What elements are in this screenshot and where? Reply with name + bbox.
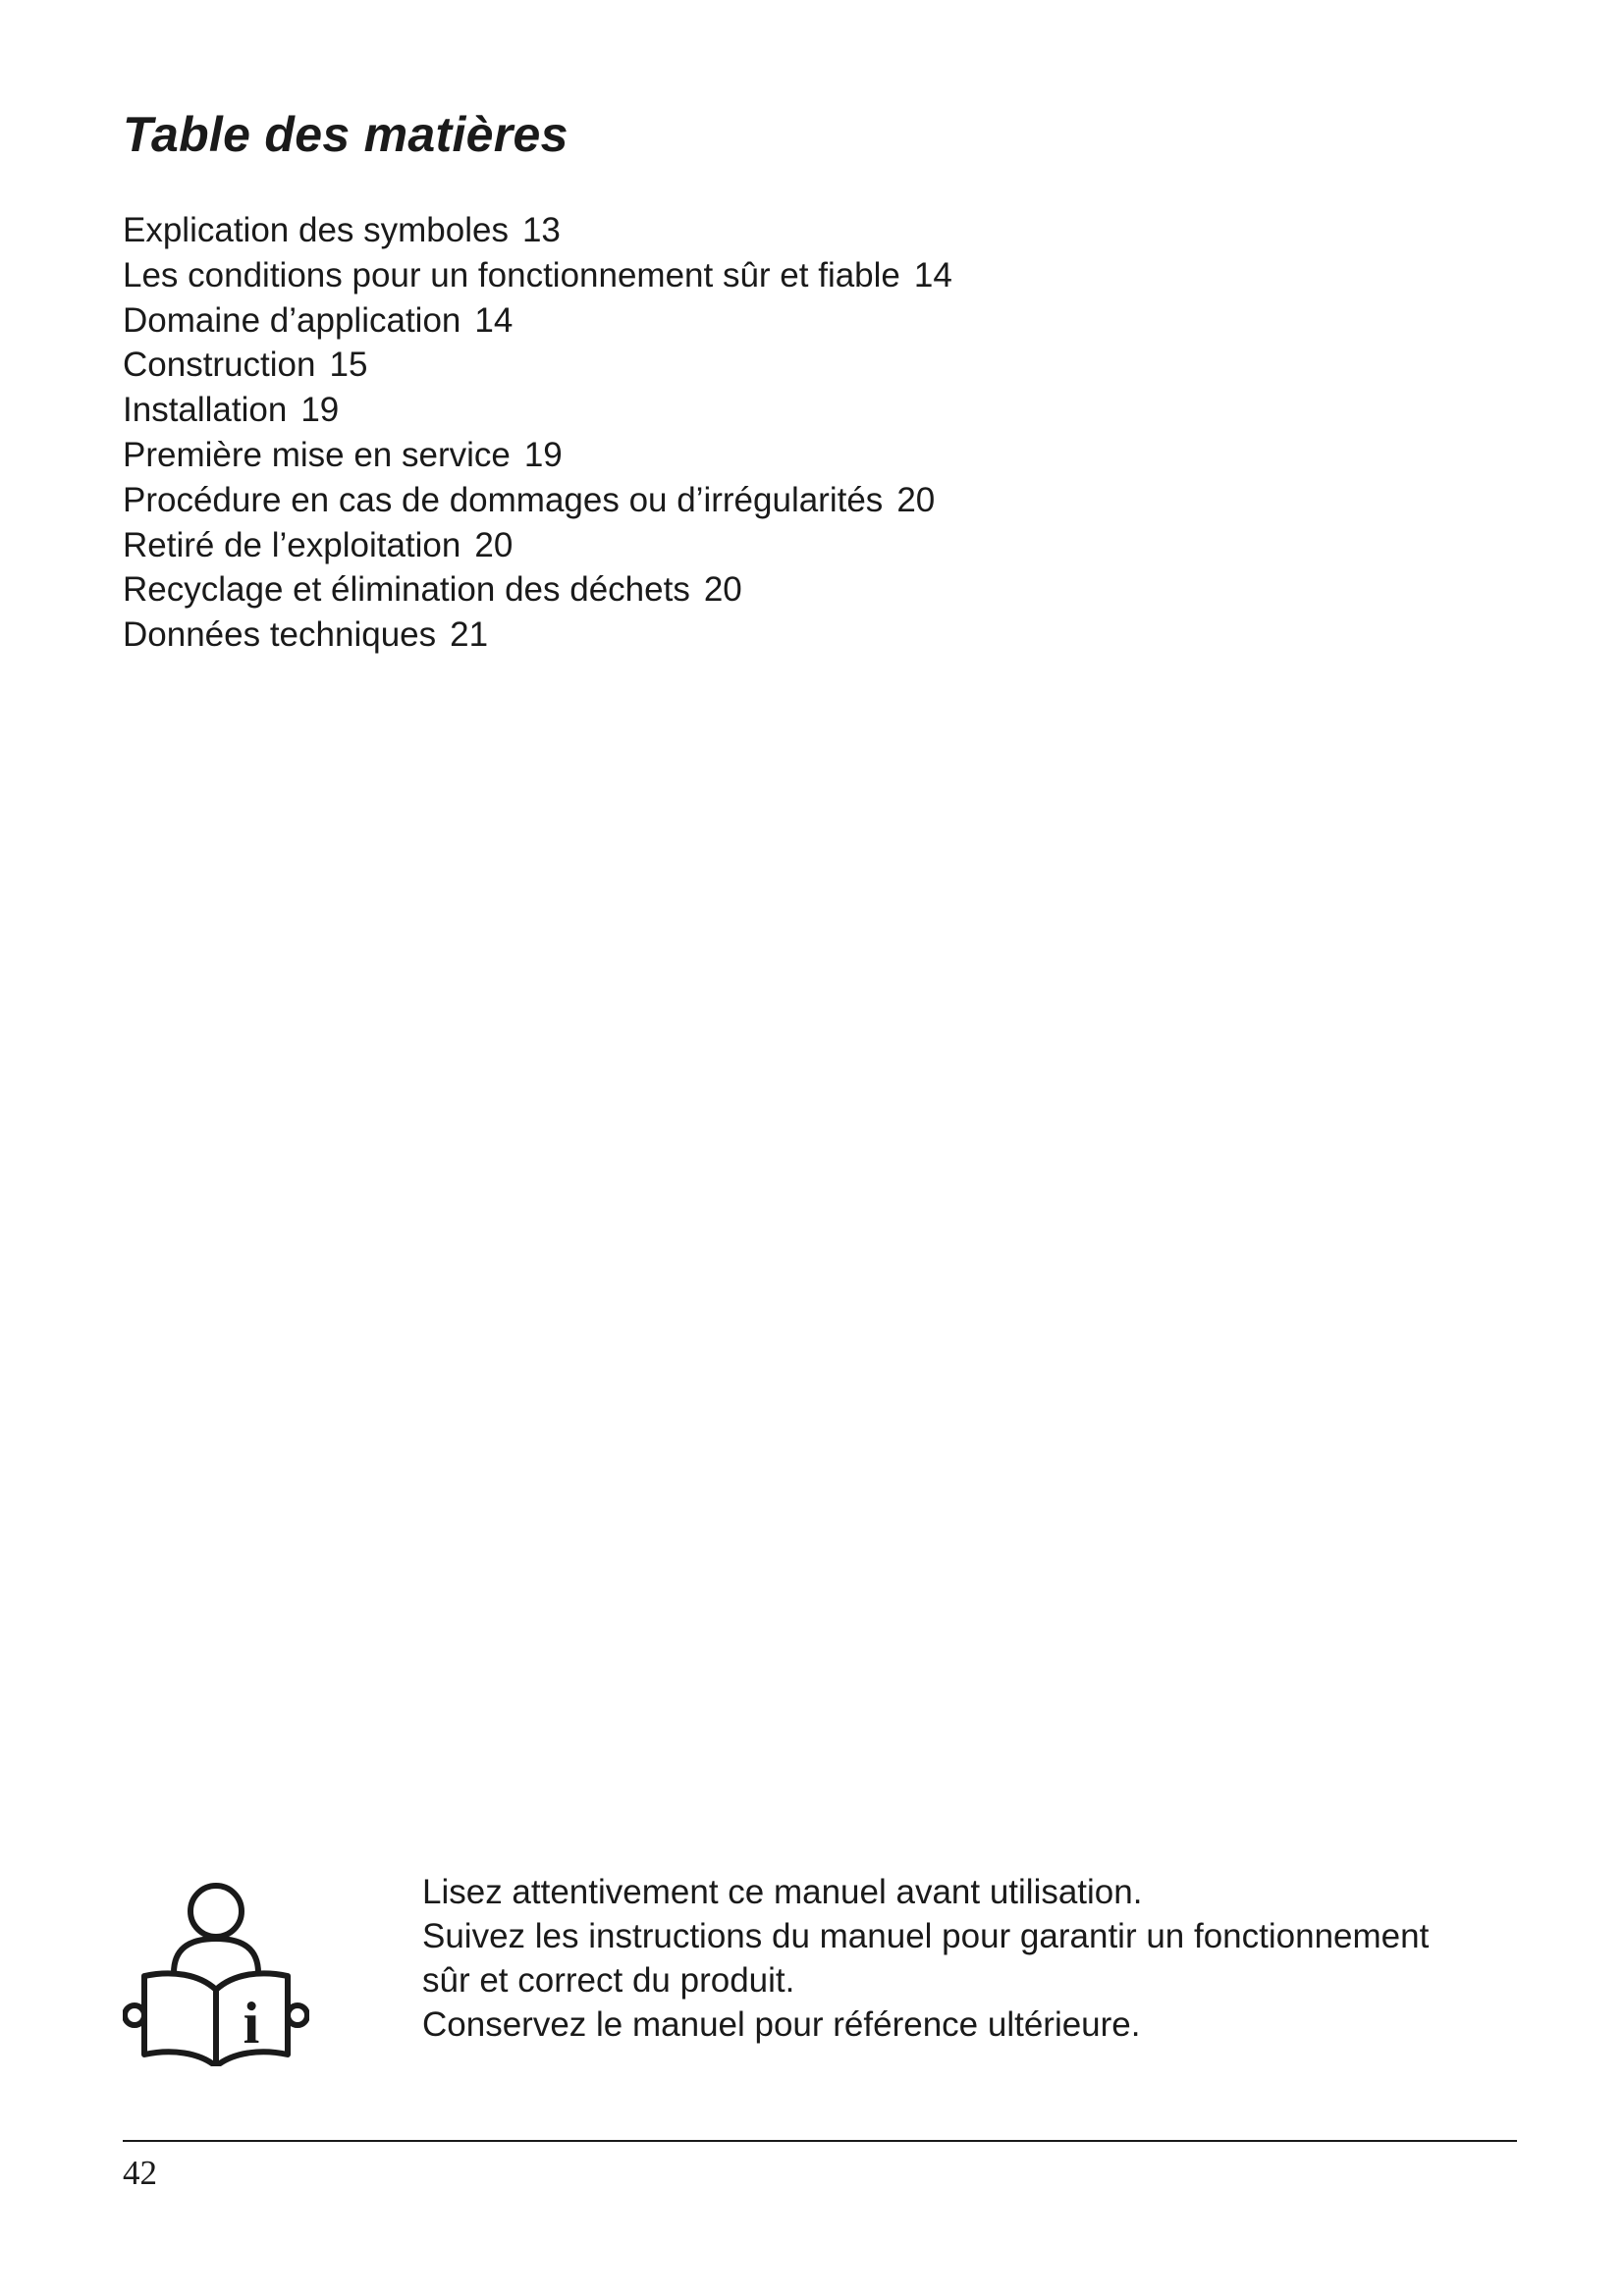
toc-item-label: Données techniques bbox=[123, 615, 437, 655]
page-title: Table des matières bbox=[123, 107, 568, 162]
toc-item bbox=[123, 388, 952, 433]
toc-item-label: Construction bbox=[123, 346, 316, 385]
table-of-contents bbox=[123, 208, 952, 658]
person-reading-manual-icon bbox=[123, 1880, 309, 2066]
footer-divider bbox=[123, 2140, 1517, 2142]
toc-item bbox=[123, 343, 952, 388]
toc-item-page: 19 bbox=[300, 391, 340, 430]
page-number: 42 bbox=[123, 2154, 157, 2192]
toc-item-page: 14 bbox=[474, 300, 514, 340]
notice-line: Suivez les instructions du manuel pour garantir un fonctionnement bbox=[422, 1917, 1430, 1955]
notice-line: sûr et correct du produit. bbox=[422, 1961, 795, 2000]
toc-item-label: Procédure en cas de dommages ou d’irrégularités bbox=[123, 480, 884, 519]
toc-item-page: 20 bbox=[474, 525, 514, 564]
toc-item bbox=[123, 523, 952, 568]
toc-item bbox=[123, 567, 952, 613]
toc-item-label: Domaine d’application bbox=[123, 300, 461, 340]
toc-item-page: 15 bbox=[329, 346, 368, 385]
toc-item bbox=[123, 478, 952, 523]
toc-item bbox=[123, 253, 952, 298]
svg-text:i: i bbox=[243, 1991, 260, 2056]
toc-item-label: Première mise en service bbox=[123, 435, 511, 474]
notice-text bbox=[422, 1870, 1429, 2047]
toc-item-label: Les conditions pour un fonctionnement sûr et fiable bbox=[123, 255, 900, 294]
toc-item bbox=[123, 208, 952, 253]
toc-item-page: 20 bbox=[703, 570, 742, 610]
toc-item-page: 21 bbox=[450, 615, 489, 655]
toc-item bbox=[123, 613, 952, 658]
notice-line: Lisez attentivement ce manuel avant utilisation. bbox=[422, 1873, 1143, 1911]
toc-item-label: Retiré de l’exploitation bbox=[123, 525, 461, 564]
toc-item-page: 19 bbox=[523, 435, 563, 474]
toc-item bbox=[123, 433, 952, 478]
toc-item bbox=[123, 298, 952, 344]
toc-item-page: 20 bbox=[896, 480, 936, 519]
toc-item-label: Explication des symboles bbox=[123, 211, 509, 249]
toc-item-label: Installation bbox=[123, 391, 288, 430]
notice-line: Conservez le manuel pour référence ultérieure. bbox=[422, 2005, 1141, 2044]
toc-item-page: 13 bbox=[521, 211, 561, 249]
toc-item-page: 14 bbox=[913, 255, 952, 294]
toc-item-label: Recyclage et élimination des déchets bbox=[123, 570, 690, 610]
read-manual-notice bbox=[123, 1870, 1517, 2076]
